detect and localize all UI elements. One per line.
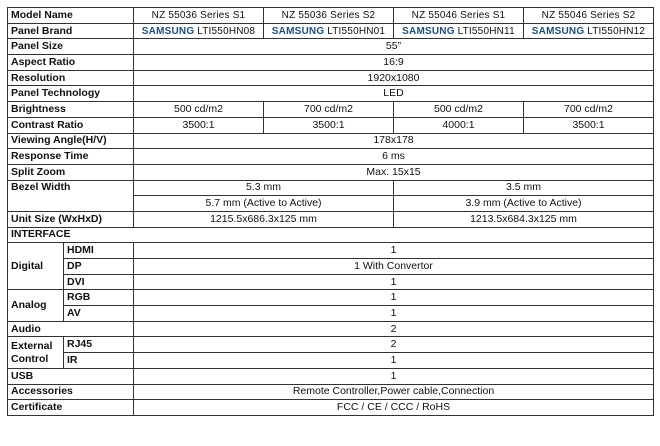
label-unit-size: Unit Size (WxHxD) [8, 211, 134, 227]
label-analog: Analog [8, 290, 64, 321]
row-model-name [8, 8, 654, 24]
row-unit-size [8, 211, 654, 227]
value-brightness-4: 700 cd/m2 [524, 102, 654, 118]
value-ir: 1 [134, 353, 654, 369]
model-s2-55036: NZ 55036 Series S2 [264, 8, 394, 24]
port-ir: IR [64, 353, 134, 369]
row-aspect-ratio [8, 55, 654, 71]
value-resolution: 1920x1080 [134, 70, 654, 86]
row-split-zoom [8, 164, 654, 180]
label-split-zoom: Split Zoom [8, 164, 134, 180]
label-contrast-ratio: Contrast Ratio [8, 117, 134, 133]
row-interface-heading [8, 227, 654, 243]
label-usb: USB [8, 368, 134, 384]
row-usb [8, 368, 654, 384]
label-brightness: Brightness [8, 102, 134, 118]
value-audio: 2 [134, 321, 654, 337]
value-bezel-active-55036: 5.7 mm (Active to Active) [134, 196, 394, 212]
row-analog-av [8, 306, 654, 322]
label-certificate: Certificate [8, 400, 134, 416]
panel-model: LTI550HN11 [457, 25, 515, 37]
value-aspect-ratio: 16:9 [134, 55, 654, 71]
value-panel-size: 55” [134, 39, 654, 55]
value-contrast-4: 3500:1 [524, 117, 654, 133]
label-digital: Digital [8, 243, 64, 290]
samsung-logo-text: SAMSUNG [531, 25, 585, 37]
value-bezel-55036: 5.3 mm [134, 180, 394, 196]
value-rgb: 1 [134, 290, 654, 306]
panel-model: LTI550HN01 [327, 25, 386, 37]
value-bezel-55046: 3.5 mm [394, 180, 654, 196]
port-rgb: RGB [64, 290, 134, 306]
port-dp: DP [64, 259, 134, 275]
value-brightness-3: 500 cd/m2 [394, 102, 524, 118]
value-unit-size-55046: 1213.5x684.3x125 mm [394, 211, 654, 227]
label-external-line2: Control [11, 352, 49, 365]
port-hdmi: HDMI [64, 243, 134, 259]
model-s2-55046: NZ 55046 Series S2 [524, 8, 654, 24]
panel-brand-2 [264, 23, 394, 39]
label-model-name: Model Name [8, 8, 134, 24]
samsung-logo-text: SAMSUNG [402, 25, 455, 37]
value-dvi: 1 [134, 274, 654, 290]
row-digital-dvi [8, 274, 654, 290]
row-panel-technology [8, 86, 654, 102]
value-contrast-1: 3500:1 [134, 117, 264, 133]
panel-model: LTI550HN08 [197, 25, 256, 37]
row-contrast-ratio [8, 117, 654, 133]
panel-brand-3 [394, 23, 524, 39]
label-audio: Audio [8, 321, 134, 337]
value-response-time: 6 ms [134, 149, 654, 165]
port-dvi: DVI [64, 274, 134, 290]
label-bezel-width: Bezel Width [8, 180, 134, 211]
value-bezel-active-55046: 3.9 mm (Active to Active) [394, 196, 654, 212]
value-accessories: Remote Controller,Power cable,Connection [134, 384, 654, 400]
port-rj45: RJ45 [64, 337, 134, 353]
spec-table [7, 7, 654, 416]
value-contrast-3: 4000:1 [394, 117, 524, 133]
value-hdmi: 1 [134, 243, 654, 259]
value-rj45: 2 [134, 337, 654, 353]
samsung-logo-text: SAMSUNG [141, 25, 195, 37]
samsung-logo-text: SAMSUNG [271, 25, 325, 37]
value-split-zoom: Max. 15x15 [134, 164, 654, 180]
value-certificate: FCC / CE / CCC / RoHS [134, 400, 654, 416]
row-analog-rgb [8, 290, 654, 306]
port-av: AV [64, 306, 134, 322]
row-external-rj45 [8, 337, 654, 353]
label-response-time: Response Time [8, 149, 134, 165]
value-unit-size-55036: 1215.5x686.3x125 mm [134, 211, 394, 227]
row-digital-hdmi [8, 243, 654, 259]
label-panel-brand: Panel Brand [8, 23, 134, 39]
value-contrast-2: 3500:1 [264, 117, 394, 133]
row-viewing-angle [8, 133, 654, 149]
row-digital-dp [8, 259, 654, 275]
row-external-ir [8, 353, 654, 369]
label-panel-size: Panel Size [8, 39, 134, 55]
model-s1-55036: NZ 55036 Series S1 [134, 8, 264, 24]
panel-model: LTI550HN12 [587, 25, 646, 37]
row-panel-size [8, 39, 654, 55]
row-resolution [8, 70, 654, 86]
row-response-time [8, 149, 654, 165]
value-viewing-angle: 178x178 [134, 133, 654, 149]
model-s1-55046: NZ 55046 Series S1 [394, 8, 524, 24]
label-accessories: Accessories [8, 384, 134, 400]
label-resolution: Resolution [8, 70, 134, 86]
value-brightness-2: 700 cd/m2 [264, 102, 394, 118]
value-panel-technology: LED [134, 86, 654, 102]
label-external-control [8, 337, 64, 368]
panel-brand-1 [134, 23, 264, 39]
row-accessories [8, 384, 654, 400]
row-panel-brand [8, 23, 654, 39]
label-viewing-angle: Viewing Angle(H/V) [8, 133, 134, 149]
row-audio [8, 321, 654, 337]
row-bezel-width [8, 180, 654, 196]
value-brightness-1: 500 cd/m2 [134, 102, 264, 118]
label-external-line1: External [11, 339, 53, 352]
row-brightness [8, 102, 654, 118]
value-usb: 1 [134, 368, 654, 384]
label-aspect-ratio: Aspect Ratio [8, 55, 134, 71]
spec-sheet [7, 7, 654, 416]
row-certificate [8, 400, 654, 416]
label-panel-technology: Panel Technology [8, 86, 134, 102]
panel-brand-4 [524, 23, 654, 39]
interface-heading: INTERFACE [8, 227, 654, 243]
value-dp: 1 With Convertor [134, 259, 654, 275]
value-av: 1 [134, 306, 654, 322]
